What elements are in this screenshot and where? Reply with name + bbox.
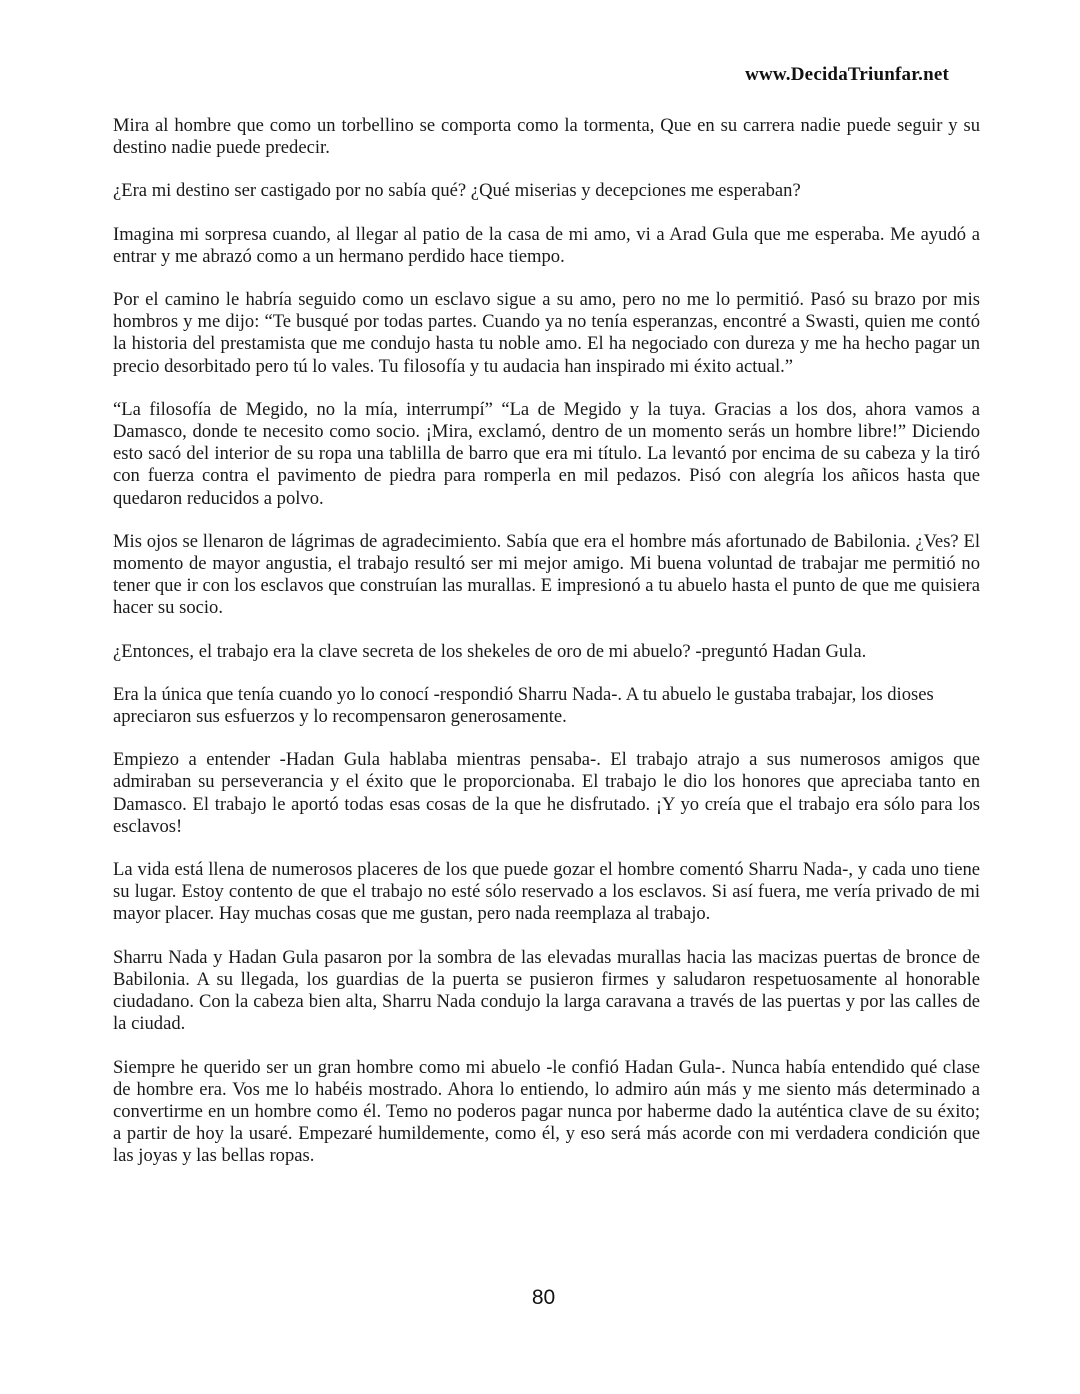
paragraph: Imagina mi sorpresa cuando, al llegar al patio de la casa de mi amo, vi a Arad Gula que me esperaba. Me ayudó a entrar y me abrazó como a un hermano perdido hace tiempo. bbox=[113, 223, 980, 267]
document-body bbox=[113, 115, 980, 1189]
paragraph: La vida está llena de numerosos placeres de los que puede gozar el hombre comentó Sharru Nada-, y cada uno tiene su lugar. Estoy contento de que el trabajo no esté sólo reservado a los esclavos. Si así fuera, me vería privado de mi mayor placer. Hay muchas cosas que me gustan, pero nada reemplaza al trabajo. bbox=[113, 859, 980, 925]
page-number: 80 bbox=[531, 1286, 556, 1309]
paragraph: Mis ojos se llenaron de lágrimas de agradecimiento. Sabía que era el hombre más afortunado de Babilonia. ¿Ves? El momento de mayor angustia, el trabajo resultó ser mi mejor amigo. Mi buena voluntad de trabajar me permitió no tener que ir con los esclavos que construían las murallas. E impresionó a tu abuelo hasta el punto de que me quisiera hacer su socio. bbox=[113, 530, 980, 619]
paragraph: Por el camino le habría seguido como un esclavo sigue a su amo, pero no me lo permitió. Pasó su brazo por mis hombros y me dijo: “Te busqué por todas partes. Cuando ya no tenía esperanzas, encontré a Swasti, quien me contó la historia del prestamista que me condujo hasta tu noble amo. El ha negociado con dureza y me ha hecho pagar un precio desorbitado pero tú lo vales. Tu filosofía y tu audacia han inspirado mi éxito actual.” bbox=[113, 289, 980, 377]
paragraph: Siempre he querido ser un gran hombre como mi abuelo -le confió Hadan Gula-. Nunca había entendido qué clase de hombre era. Vos me lo habéis mostrado. Ahora lo entiendo, lo admiro aún más y me siento más determinado a convertirme en un hombre como él. Temo no poderos pagar nunca por haberme dado la auténtica clave de su éxito; a partir de hoy la usaré. Empezaré humildemente, como él, y eso será más acorde con mi verdadera condición que las joyas y las bellas ropas. bbox=[113, 1056, 980, 1167]
paragraph: ¿Era mi destino ser castigado por no sabía qué? ¿Qué miserias y decepciones me esperaban? bbox=[113, 180, 801, 202]
paragraph: “La filosofía de Megido, no la mía, interrumpí” “La de Megido y la tuya. Gracias a los dos, ahora vamos a Damasco, donde te necesito como socio. ¡Mira, exclamó, dentro de un momento serás un hombre libre!” Diciendo esto sacó del interior de su ropa una tablilla de barro que era mi título. La levantó por encima de su cabeza y la tiró con fuerza contra el pavimento de piedra para romperla en mil pedazos. Pisó con alegría los añicos hasta que quedaron reducidos a polvo. bbox=[113, 398, 980, 509]
header-site-url: www.DecidaTriunfar.net bbox=[745, 64, 949, 85]
paragraph: Empiezo a entender -Hadan Gula hablaba mientras pensaba-. El trabajo atrajo a sus numerosos amigos que admiraban su perseverancia y el éxito que le proporcionaba. El trabajo le dio los honores que apreciaba tanto en Damasco. El trabajo le aportó todas esas cosas de la que he disfrutado. ¡Y yo creía que el trabajo era sólo para los esclavos! bbox=[113, 749, 980, 837]
paragraph: Mira al hombre que como un torbellino se comporta como la tormenta, Que en su carrera nadie puede seguir y su destino nadie puede predecir. bbox=[113, 115, 980, 159]
paragraph: ¿Entonces, el trabajo era la clave secreta de los shekeles de oro de mi abuelo? -preguntó Hadan Gula. bbox=[113, 640, 867, 662]
paragraph: Sharru Nada y Hadan Gula pasaron por la sombra de las elevadas murallas hacia las macizas puertas de bronce de Babilonia. A su llegada, los guardias de la puerta se pusieron firmes y saludaron respetuosamente al honorable ciudadano. Con la cabeza bien alta, Sharru Nada condujo la larga caravana a través de las puertas y por las calles de la ciudad. bbox=[113, 946, 980, 1035]
paragraph: Era la única que tenía cuando yo lo conocí -respondió Sharru Nada-. A tu abuelo le gustaba trabajar, los dioses apreciaron sus esfuerzos y lo recompensaron generosamente. bbox=[113, 683, 934, 728]
